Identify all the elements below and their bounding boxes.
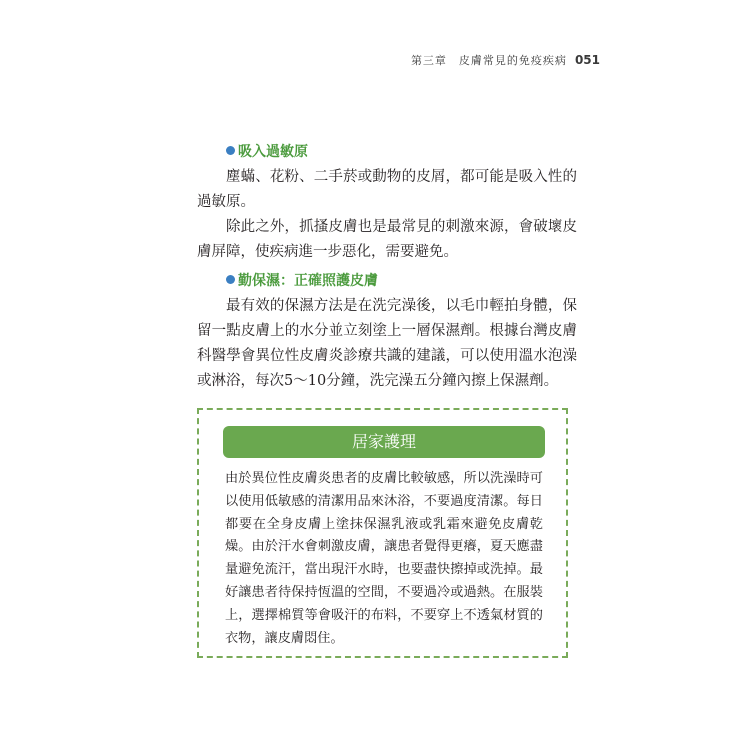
paragraph: 最有效的保濕方法是在洗完澡後，以毛巾輕拍身體，保留一點皮膚上的水分並立刻塗上一層保濕劑。根據台灣皮膚科醫學會異位性皮膚炎診療共識的建議，可以使用溫水泡澡或淋浴，每次5～10分鐘，洗完澡五分鐘內擦上保濕劑。 [197, 298, 577, 389]
bullet-icon [226, 146, 235, 155]
section-heading-text: 吸入過敏原 [238, 144, 308, 160]
running-header [411, 52, 600, 68]
section-heading-allergens [226, 141, 308, 161]
homecare-title: 居家護理 [223, 426, 545, 458]
section-heading-moisturize [226, 270, 378, 290]
homecare-text: 由於異位性皮膚炎患者的皮膚比較敏感，所以洗澡時可以使用低敏感的清潔用品來沐浴，不要過度清潔。每日都要在全身皮膚上塗抹保濕乳液或乳霜來避免皮膚乾燥。由於汗水會刺激皮膚，讓患者覺得更癢，夏天應盡量避免流汗，當出現汗水時，也要盡快擦掉或洗掉。最好讓患者待保持恆溫的空間，不要過冷或過熱。在服裝上，選擇棉質等會吸汗的布料，不要穿上不透氣材質的衣物，讓皮膚悶住。 [225, 471, 543, 646]
paragraph: 除此之外，抓搔皮膚也是最常見的刺激來源，會破壞皮膚屏障，使疾病進一步惡化，需要避免。 [197, 219, 577, 260]
homecare-box [197, 408, 568, 658]
bullet-icon [226, 275, 235, 284]
section-heading-text: 勤保濕：正確照護皮膚 [238, 273, 378, 289]
page-number: 051 [574, 53, 600, 67]
paragraph: 塵蟎、花粉、二手菸或動物的皮屑，都可能是吸入性的過敏原。 [197, 169, 577, 210]
chapter-title: 第三章 皮膚常見的免疫疾病 [410, 54, 567, 67]
